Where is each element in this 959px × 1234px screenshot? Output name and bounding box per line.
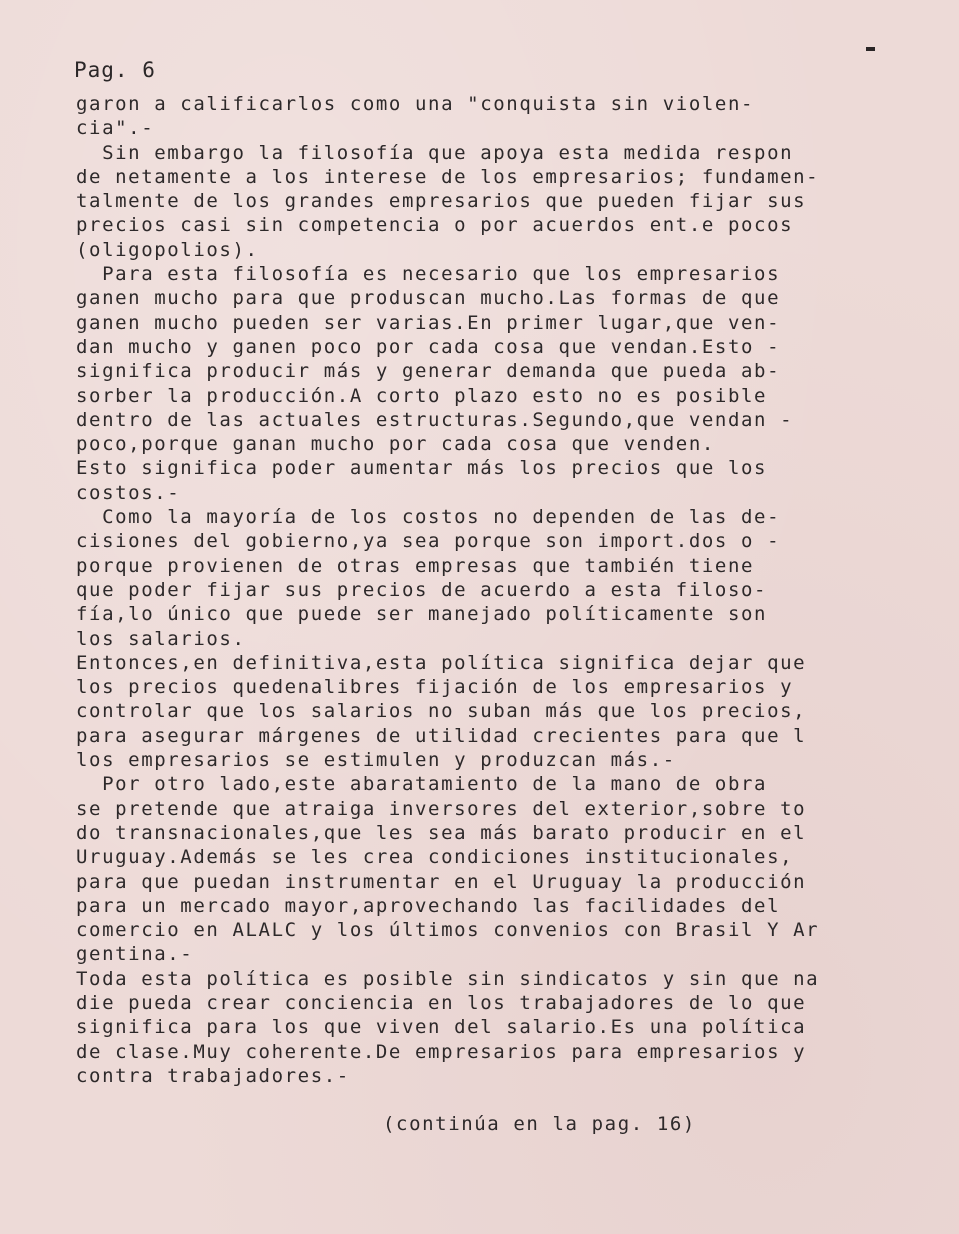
text-line: Para esta filosofía es necesario que los empresarios	[76, 263, 781, 286]
text-line: Sin embargo la filosofía que apoya esta medida respon	[76, 141, 794, 164]
text-line: gentina.-	[76, 943, 194, 966]
text-line: significa para los que viven del salario.Es una política	[76, 1016, 807, 1039]
text-line: sorber la producción.A corto plazo esto no es posible	[76, 384, 768, 407]
text-line: precios casi sin competencia o por acuerdos ent.e pocos	[76, 214, 794, 237]
text-line: los precios quedenalibres fijación de los empresarios y	[76, 676, 794, 699]
text-line: Como la mayoría de los costos no dependen de las de-	[76, 506, 781, 529]
text-line: Esto significa poder aumentar más los precios que los	[76, 457, 768, 480]
text-line: controlar que los salarios no suban más que los precios,	[76, 700, 807, 723]
text-line: contra trabajadores.-	[76, 1064, 350, 1087]
text-line: garon a calificarlos como una "conquista sin violen-	[76, 93, 755, 115]
text-line: para que puedan instrumentar en el Uruguay la producción	[76, 870, 807, 893]
text-line: talmente de los grandes empresarios que pueden fijar sus	[76, 190, 807, 213]
text-line: (oligopolios).	[76, 238, 259, 261]
text-line: para asegurar márgenes de utilidad crecientes para que l	[76, 724, 807, 747]
text-line: Toda esta política es posible sin sindicatos y sin que na	[76, 967, 820, 990]
text-line: dan mucho y ganen poco por cada cosa que vendan.Esto -	[76, 335, 781, 358]
continuation-note: (continúa en la pag. 16)	[383, 1113, 696, 1135]
text-line: die pueda crear conciencia en los trabajadores de lo que	[76, 991, 807, 1014]
text-line: costos.-	[76, 481, 181, 504]
text-line: cisiones del gobierno,ya sea porque son import.dos o -	[76, 530, 781, 553]
text-line: para un mercado mayor,aprovechando las facilidades del	[76, 894, 781, 917]
text-line: ganen mucho pueden ser varias.En primer lugar,que ven-	[76, 311, 781, 334]
text-line: porque provienen de otras empresas que también tiene	[76, 554, 755, 577]
text-line: Uruguay.Además se les crea condiciones institucionales,	[76, 846, 794, 869]
corner-mark	[866, 47, 875, 51]
text-line: Por otro lado,este abaratamiento de la mano de obra	[76, 773, 768, 796]
text-line: los empresarios se estimulen y produzcan más.-	[76, 749, 676, 772]
text-line: se pretende que atraiga inversores del exterior,sobre to	[76, 797, 807, 820]
text-line: fía,lo único que puede ser manejado políticamente son	[76, 603, 768, 626]
text-line: ganen mucho para que produscan mucho.Las formas de que	[76, 287, 781, 310]
text-line: los salarios.	[76, 627, 246, 650]
text-line: poco,porque ganan mucho por cada cosa que venden.	[76, 433, 715, 456]
page-number: Pag. 6	[74, 58, 156, 82]
text-line: dentro de las actuales estructuras.Segundo,que vendan -	[76, 408, 794, 431]
text-line: de clase.Muy coherente.De empresarios para empresarios y	[76, 1040, 807, 1063]
text-line: Entonces,en definitiva,esta política significa dejar que	[76, 651, 807, 674]
text-line: que poder fijar sus precios de acuerdo a esta filoso-	[76, 578, 768, 601]
text-line: comercio en ALALC y los últimos convenios con Brasil Y Ar	[76, 919, 820, 942]
body-text	[76, 92, 896, 1088]
text-line: cia".-	[76, 117, 155, 140]
text-line: significa producir más y generar demanda que pueda ab-	[76, 360, 781, 383]
text-line: do transnacionales,que les sea más barato producir en el	[76, 821, 807, 844]
text-line: de netamente a los interese de los empresarios; fundamen-	[76, 165, 820, 188]
